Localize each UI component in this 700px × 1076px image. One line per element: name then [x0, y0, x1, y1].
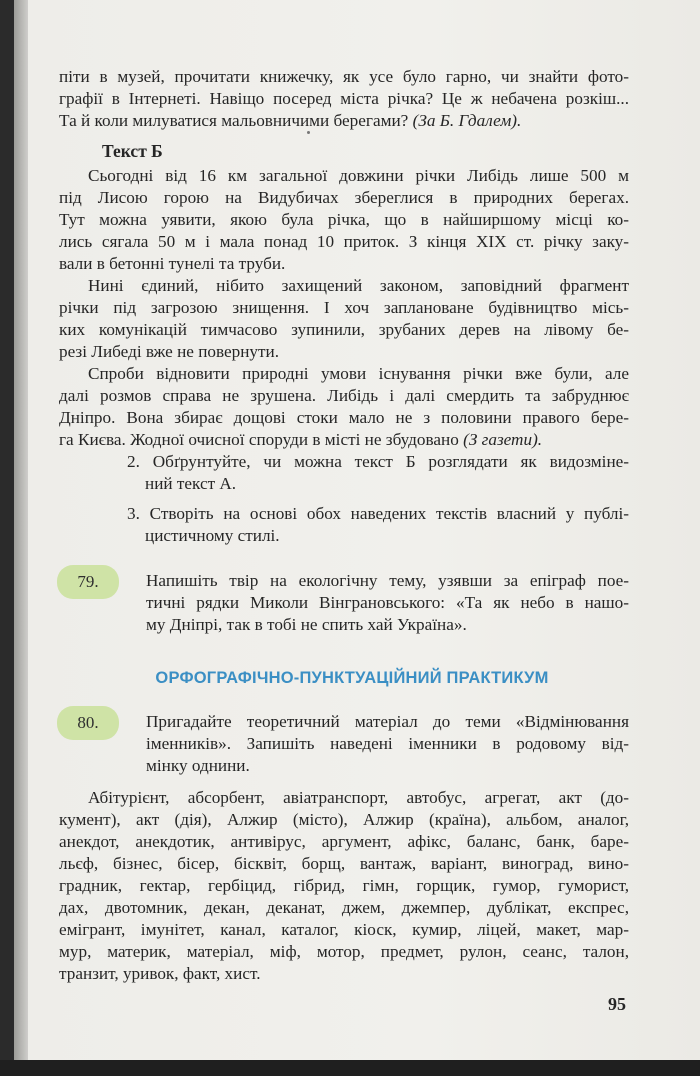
text-line: цистичному стилі. [145, 526, 280, 545]
text-line: транзит, уривок, факт, хист. [59, 964, 261, 983]
text-b-paragraph-2 [88, 275, 629, 297]
word-list [59, 809, 629, 963]
text-line: ких комунікацій тимчасово зупинили, зрубаних дерев на лівому бе- [59, 320, 629, 339]
text-b-paragraph-3-body [59, 385, 629, 429]
section-title: ОРФОГРАФІЧНО-ПУНКТУАЦІЙНИЙ ПРАКТИКУМ [155, 669, 549, 687]
task-3 [127, 503, 629, 525]
task-3-end [145, 525, 629, 547]
exercise-number-badge: 80. [57, 706, 119, 740]
text-b-paragraph-1-end [59, 253, 629, 275]
text-line: іменників». Запишіть наведені іменники в родовому від- [146, 734, 629, 753]
text-line: тичні рядки Миколи Вінграновського: «Та як небо в нашо- [146, 593, 629, 612]
text-line: 2. Обґрунтуйте, чи можна текст Б розглядати як видозміне- [127, 452, 629, 471]
text-b-paragraph-2-body [59, 297, 629, 341]
scan-bottom-edge [0, 1060, 700, 1076]
text-line: кумент), акт (дія), Алжир (місто), Алжир (країна), альбом, аналог, [59, 810, 629, 829]
text-line: мур, материк, матеріал, міф, мотор, предмет, рулон, сеанс, талон, [59, 942, 629, 961]
intro-paragraph [59, 66, 629, 110]
text-b-paragraph-3-end [59, 429, 629, 451]
text-b-paragraph-3 [88, 363, 629, 385]
text-b-paragraph-1 [88, 165, 629, 187]
text-line: ний текст А. [145, 474, 237, 493]
text-line: річки під загрозою знищення. І хоч заплановане будівництво місь- [59, 298, 629, 317]
text-line: лись сягала 50 м і мала понад 10 приток. З кінця XIX ст. річку заку- [59, 232, 629, 251]
book-page [14, 0, 700, 1060]
text-line: му Дніпрі, так в тобі не спить хай Україна». [146, 615, 467, 634]
text-line: Абітурієнт, абсорбент, авіатранспорт, автобус, агрегат, акт (до- [88, 788, 629, 807]
source-citation: (За Б. Гдалем). [412, 111, 522, 130]
intro-paragraph-end [59, 110, 629, 132]
text-line: анекдот, анекдотик, антивірус, аргумент, афікс, баланс, банк, баре- [59, 832, 629, 851]
text-line: вали в бетонні тунелі та труби. [59, 254, 286, 273]
text-line: градник, гектар, гербіцид, гібрид, гімн, горщик, гумор, гуморист, [59, 876, 629, 895]
text-line: Нині єдиний, нібито захищений законом, заповідний фрагмент [88, 276, 629, 295]
text-line: графії в Інтернеті. Навіщо посеред міста річка? Це ж небачена розкіш... [59, 89, 629, 108]
page-number: 95 [608, 994, 626, 1014]
text-line: емігрант, імунітет, канал, каталог, кіоск, кумир, ліцей, макет, мар- [59, 920, 629, 939]
text-line: далі розмов справа не зрушена. Либідь і далі смердить та забруднює [59, 386, 629, 405]
task-2 [127, 451, 629, 473]
text-line: льєф, бізнес, бісер, бісквіт, борщ, вантаж, варіант, виноград, вино- [59, 854, 629, 873]
text-line: га Києва. Жодної очисної споруди в місті не збудовано [59, 430, 459, 449]
text-line: Дніпро. Вона збирає дощові стоки мало не з половини правого бере- [59, 408, 629, 427]
word-list-end [59, 963, 629, 985]
text-line: мінку однини. [146, 756, 250, 775]
text-line: Та й коли милуватися мальовничими берегами? [59, 111, 409, 130]
text-line: резі Либеді вже не повернути. [59, 342, 280, 361]
page-spine-shadow [14, 0, 28, 1060]
word-list-first-line [88, 787, 629, 809]
exercise-79-text-end [146, 614, 629, 636]
text-line: під Лисою горою на Видубичах збереглися в природних берегах. [59, 188, 629, 207]
text-line: Пригадайте теоретичний матеріал до теми «Відмінювання [146, 712, 629, 731]
exercise-79-text [146, 570, 629, 614]
source-citation: (З газети). [463, 430, 543, 449]
exercise-80-text [146, 711, 629, 755]
text-line: Спроби відновити природні умови існування річки вже були, але [88, 364, 629, 383]
text-b-paragraph-2-end [59, 341, 629, 363]
text-line: 3. Створіть на основі обох наведених текстів власний у публі- [127, 504, 629, 523]
text-line: Тут можна уявити, якою була річка, що в найширшому місці ко- [59, 210, 629, 229]
text-b-heading: Текст Б [102, 141, 163, 161]
text-line: дах, двотомник, декан, деканат, джем, джемпер, дублікат, експрес, [59, 898, 629, 917]
exercise-80-text-end [146, 755, 629, 777]
task-2-end [145, 473, 629, 495]
exercise-number-badge: 79. [57, 565, 119, 599]
text-line: Напишіть твір на екологічну тему, узявши за епіграф пое- [146, 571, 629, 590]
speck [307, 131, 310, 134]
text-line: піти в музей, прочитати книжечку, як усе було гарно, чи знайти фото- [59, 67, 629, 86]
text-b-paragraph-1-body [59, 187, 629, 253]
text-line: Сьогодні від 16 км загальної довжини річки Либідь лише 500 м [88, 166, 629, 185]
